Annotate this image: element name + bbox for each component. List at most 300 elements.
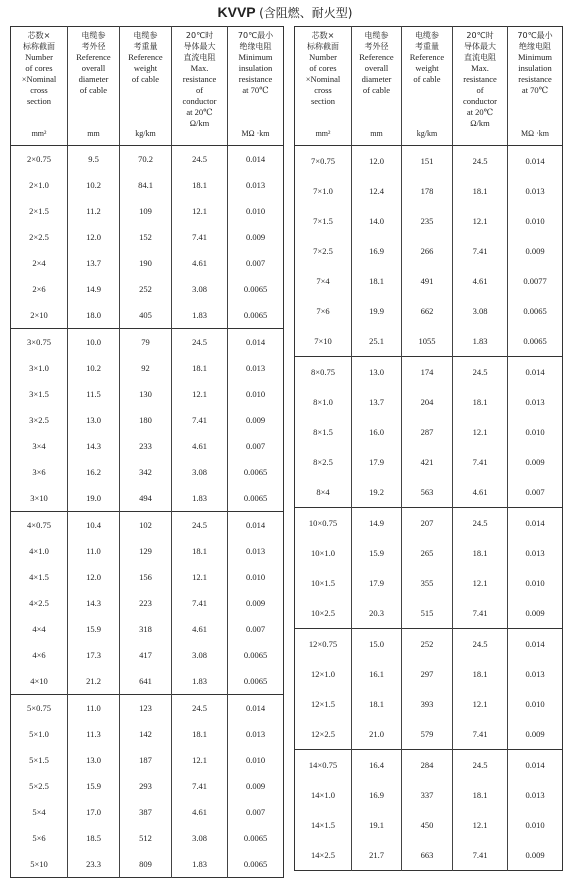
table-cell: 10×1.0 <box>311 548 335 558</box>
table-cell: 24.5 <box>453 508 508 539</box>
table-cell: 10.2 <box>68 355 120 381</box>
table-row <box>11 355 284 381</box>
table-cell: 641 <box>120 668 172 695</box>
column-header <box>453 27 508 130</box>
column-header-zh: 70℃最小 绝缘电阻 <box>237 31 274 51</box>
table-cell: 4×4 <box>32 624 46 634</box>
table-cell: 0.014 <box>508 629 563 660</box>
table-cell: 12.0 <box>68 224 120 250</box>
column-unit: mm² <box>295 129 352 146</box>
table-cell: 1055 <box>402 326 453 357</box>
table-cell: 14×2.5 <box>311 850 335 860</box>
table-row <box>11 512 284 539</box>
column-header-en: Reference overall diameter of cable <box>359 52 394 95</box>
title-model: KVVP <box>217 4 256 20</box>
table-cell: 3×6 <box>32 467 46 477</box>
column-header-zh: 电缆参 考外径 <box>81 31 106 51</box>
table-cell: 13.0 <box>68 747 120 773</box>
table-cell: 0.007 <box>228 250 284 276</box>
table-cell: 8×1.0 <box>313 397 333 407</box>
table-cell: 10.4 <box>68 512 120 539</box>
table-cell: 0.0065 <box>228 459 284 485</box>
table-cell: 417 <box>120 642 172 668</box>
table-row <box>295 750 563 781</box>
table-cell: 4×0.75 <box>27 520 51 530</box>
table-cell: 405 <box>120 302 172 329</box>
table-cell: 3.08 <box>172 642 228 668</box>
table-cell: 5×6 <box>32 833 46 843</box>
table-row <box>11 590 284 616</box>
table-row <box>11 668 284 695</box>
title-subtitle: (含阻燃、耐火型) <box>259 6 353 20</box>
table-cell: 18.1 <box>172 355 228 381</box>
table-cell: 7×0.75 <box>311 156 335 166</box>
column-header <box>120 27 172 130</box>
table-row <box>295 387 563 417</box>
column-header <box>352 27 402 130</box>
table-cell: 14×1.5 <box>311 820 335 830</box>
table-cell: 84.1 <box>120 172 172 198</box>
table-cell: 4.61 <box>172 616 228 642</box>
table-cell: 5×0.75 <box>27 703 51 713</box>
table-cell: 297 <box>402 659 453 689</box>
table-cell: 130 <box>120 381 172 407</box>
table-row <box>295 417 563 447</box>
table-row <box>295 146 563 177</box>
table-cell: 0.014 <box>508 357 563 388</box>
spec-table-right <box>294 26 563 871</box>
table-cell: 809 <box>120 851 172 878</box>
table-cell: 7.41 <box>453 840 508 871</box>
table-cell: 19.2 <box>352 477 402 508</box>
table-row <box>11 276 284 302</box>
table-row <box>295 477 563 508</box>
table-row <box>295 296 563 326</box>
table-cell: 11.5 <box>68 381 120 407</box>
column-header-en: Max. resistance of conductor at 20℃ Ω/km <box>182 63 217 128</box>
table-cell: 12.1 <box>172 381 228 407</box>
table-cell: 266 <box>402 236 453 266</box>
table-row <box>295 568 563 598</box>
table-cell: 18.1 <box>453 538 508 568</box>
table-cell: 0.007 <box>508 477 563 508</box>
table-cell: 156 <box>120 564 172 590</box>
column-header-zh: 20℃时 导体最大 直流电阻 <box>464 31 496 62</box>
column-header-zh: 电缆参 考外径 <box>364 31 389 51</box>
table-cell: 11.0 <box>68 695 120 722</box>
table-cell: 0.013 <box>508 538 563 568</box>
table-cell: 2×1.0 <box>29 180 49 190</box>
table-cell: 0.013 <box>508 176 563 206</box>
table-cell: 24.5 <box>172 329 228 356</box>
table-cell: 19.9 <box>352 296 402 326</box>
column-unit <box>172 129 228 146</box>
table-cell: 293 <box>120 773 172 799</box>
table-cell: 18.1 <box>172 721 228 747</box>
column-unit: MΩ ·km <box>508 129 563 146</box>
column-header-zh: 芯数× 标称截面 <box>307 31 339 51</box>
table-cell: 0.0065 <box>228 668 284 695</box>
table-row <box>11 721 284 747</box>
table-cell: 178 <box>402 176 453 206</box>
table-cell: 0.007 <box>228 799 284 825</box>
table-cell: 24.5 <box>172 695 228 722</box>
table-cell: 1.83 <box>172 851 228 878</box>
table-row <box>11 616 284 642</box>
row-group <box>11 329 284 512</box>
row-group <box>295 750 563 871</box>
table-cell: 0.009 <box>228 773 284 799</box>
table-cell: 16.9 <box>352 780 402 810</box>
column-header-zh: 70℃最小 绝缘电阻 <box>517 31 553 51</box>
table-cell: 2×1.5 <box>29 206 49 216</box>
table-cell: 0.010 <box>228 381 284 407</box>
table-cell: 12.1 <box>172 198 228 224</box>
table-cell: 0.014 <box>228 329 284 356</box>
table-cell: 5×10 <box>30 859 48 869</box>
table-cell: 13.7 <box>68 250 120 276</box>
table-cell: 109 <box>120 198 172 224</box>
table-cell: 5×4 <box>32 807 46 817</box>
table-cell: 12×2.5 <box>311 729 335 739</box>
table-cell: 14.9 <box>352 508 402 539</box>
table-cell: 12.1 <box>453 689 508 719</box>
row-group <box>295 357 563 508</box>
table-cell: 7.41 <box>453 236 508 266</box>
table-cell: 0.014 <box>228 512 284 539</box>
table-cell: 0.009 <box>228 590 284 616</box>
table-row <box>11 459 284 485</box>
table-cell: 25.1 <box>352 326 402 357</box>
table-cell: 393 <box>402 689 453 719</box>
table-cell: 3×4 <box>32 441 46 451</box>
table-cell: 142 <box>120 721 172 747</box>
table-cell: 12.1 <box>172 564 228 590</box>
table-row <box>11 825 284 851</box>
table-row <box>295 447 563 477</box>
table-cell: 2×6 <box>32 284 46 294</box>
table-cell: 19.0 <box>68 485 120 512</box>
table-cell: 3.08 <box>172 825 228 851</box>
row-group <box>295 146 563 357</box>
table-cell: 174 <box>402 357 453 388</box>
table-cell: 0.010 <box>508 417 563 447</box>
table-cell: 662 <box>402 296 453 326</box>
table-cell: 12.1 <box>453 810 508 840</box>
table-cell: 15.9 <box>68 773 120 799</box>
header-row <box>11 27 284 130</box>
table-row <box>295 810 563 840</box>
table-cell: 12.4 <box>352 176 402 206</box>
table-row <box>11 485 284 512</box>
table-cell: 4.61 <box>172 433 228 459</box>
table-cell: 1.83 <box>172 668 228 695</box>
table-row <box>11 407 284 433</box>
table-cell: 0.007 <box>228 433 284 459</box>
page-title <box>0 3 570 23</box>
table-cell: 190 <box>120 250 172 276</box>
table-cell: 318 <box>120 616 172 642</box>
table-cell: 10.2 <box>68 172 120 198</box>
table-cell: 0.013 <box>508 387 563 417</box>
table-row <box>11 851 284 878</box>
table-cell: 252 <box>402 629 453 660</box>
table-cell: 3×0.75 <box>27 337 51 347</box>
table-cell: 491 <box>402 266 453 296</box>
column-unit: kg/km <box>120 129 172 146</box>
table-cell: 92 <box>120 355 172 381</box>
column-header-en: Reference weight of cable <box>128 52 163 84</box>
table-cell: 15.9 <box>352 538 402 568</box>
table-cell: 4.61 <box>453 477 508 508</box>
table-cell: 15.0 <box>352 629 402 660</box>
table-cell: 4.61 <box>453 266 508 296</box>
table-row <box>11 250 284 276</box>
table-cell: 2×0.75 <box>27 154 51 164</box>
row-group <box>11 695 284 878</box>
table-cell: 11.0 <box>68 538 120 564</box>
table-cell: 7×10 <box>314 336 332 346</box>
table-cell: 14.9 <box>68 276 120 302</box>
table-cell: 14.3 <box>68 590 120 616</box>
table-cell: 3×2.5 <box>29 415 49 425</box>
table-cell: 4×10 <box>30 676 48 686</box>
table-cell: 0.010 <box>228 747 284 773</box>
table-cell: 0.0065 <box>228 851 284 878</box>
table-cell: 187 <box>120 747 172 773</box>
table-cell: 7×1.0 <box>313 186 333 196</box>
table-cell: 7.41 <box>172 224 228 250</box>
table-row <box>11 146 284 173</box>
table-cell: 8×2.5 <box>313 457 333 467</box>
table-cell: 342 <box>120 459 172 485</box>
table-cell: 20.3 <box>352 598 402 629</box>
table-cell: 233 <box>120 433 172 459</box>
table-cell: 16.0 <box>352 417 402 447</box>
table-cell: 123 <box>120 695 172 722</box>
table-cell: 0.013 <box>508 659 563 689</box>
table-cell: 7.41 <box>172 590 228 616</box>
table-row <box>11 172 284 198</box>
table-cell: 16.2 <box>68 459 120 485</box>
table-cell: 0.010 <box>508 568 563 598</box>
table-cell: 0.010 <box>508 206 563 236</box>
table-cell: 18.1 <box>352 266 402 296</box>
table-cell: 1.83 <box>453 326 508 357</box>
table-cell: 8×0.75 <box>311 367 335 377</box>
table-cell: 13.0 <box>68 407 120 433</box>
column-unit: mm² <box>11 129 68 146</box>
table-row <box>295 538 563 568</box>
table-cell: 0.007 <box>228 616 284 642</box>
column-unit: MΩ ·km <box>228 129 284 146</box>
table-cell: 8×4 <box>316 487 330 497</box>
table-cell: 12.1 <box>453 417 508 447</box>
table-cell: 0.0065 <box>228 302 284 329</box>
row-group <box>295 508 563 629</box>
table-cell: 5×1.5 <box>29 755 49 765</box>
table-cell: 102 <box>120 512 172 539</box>
table-cell: 0.0065 <box>508 326 563 357</box>
table-cell: 0.013 <box>228 172 284 198</box>
table-row <box>11 329 284 356</box>
table-cell: 0.0065 <box>508 296 563 326</box>
header-row <box>295 27 563 130</box>
table-cell: 0.014 <box>228 146 284 173</box>
table-cell: 7.41 <box>172 773 228 799</box>
table-cell: 17.9 <box>352 568 402 598</box>
table-cell: 2×2.5 <box>29 232 49 242</box>
table-cell: 12×1.5 <box>311 699 335 709</box>
table-cell: 14×0.75 <box>308 760 338 770</box>
table-cell: 7.41 <box>453 598 508 629</box>
table-cell: 515 <box>402 598 453 629</box>
row-group <box>295 629 563 750</box>
table-cell: 3.08 <box>453 296 508 326</box>
table-cell: 18.1 <box>453 659 508 689</box>
column-header-en: Minimum insulation resistance at 70℃ <box>517 52 552 95</box>
table-cell: 337 <box>402 780 453 810</box>
table-cell: 3.08 <box>172 459 228 485</box>
table-cell: 13.0 <box>352 357 402 388</box>
column-header-zh: 20℃时 导体最大 直流电阻 <box>183 31 216 62</box>
table-cell: 16.9 <box>352 236 402 266</box>
table-cell: 494 <box>120 485 172 512</box>
table-cell: 0.014 <box>228 695 284 722</box>
table-cell: 21.7 <box>352 840 402 871</box>
table-cell: 70.2 <box>120 146 172 173</box>
table-cell: 4×2.5 <box>29 598 49 608</box>
column-header-en: Reference weight of cable <box>409 52 445 84</box>
table-cell: 4×1.0 <box>29 546 49 556</box>
table-row <box>295 236 563 266</box>
table-cell: 18.1 <box>453 387 508 417</box>
table-cell: 17.9 <box>352 447 402 477</box>
table-cell: 12.1 <box>172 747 228 773</box>
table-cell: 4×6 <box>32 650 46 660</box>
table-cell: 0.009 <box>508 447 563 477</box>
column-header <box>508 27 563 130</box>
table-cell: 19.1 <box>352 810 402 840</box>
table-cell: 18.1 <box>352 689 402 719</box>
table-cell: 24.5 <box>172 512 228 539</box>
table-row <box>11 642 284 668</box>
table-cell: 5×2.5 <box>29 781 49 791</box>
column-header <box>11 27 68 130</box>
table-cell: 18.1 <box>453 780 508 810</box>
table-cell: 3.08 <box>172 276 228 302</box>
spec-table-left <box>10 26 284 878</box>
table-cell: 252 <box>120 276 172 302</box>
table-cell: 0.014 <box>508 750 563 781</box>
table-cell: 18.0 <box>68 302 120 329</box>
table-cell: 12×0.75 <box>308 639 338 649</box>
table-cell: 24.5 <box>453 629 508 660</box>
table-cell: 18.1 <box>172 538 228 564</box>
table-cell: 0.0077 <box>508 266 563 296</box>
table-cell: 3×1.5 <box>29 389 49 399</box>
table-cell: 235 <box>402 206 453 236</box>
table-cell: 207 <box>402 508 453 539</box>
column-header-en: Reference overall diameter of cable <box>76 52 111 95</box>
row-group <box>11 512 284 695</box>
table-cell: 204 <box>402 387 453 417</box>
table-cell: 11.2 <box>68 198 120 224</box>
table-cell: 7×2.5 <box>313 246 333 256</box>
table-cell: 0.0065 <box>228 642 284 668</box>
table-cell: 0.009 <box>228 224 284 250</box>
table-cell: 5×1.0 <box>29 729 49 739</box>
table-cell: 0.010 <box>508 689 563 719</box>
table-cell: 21.2 <box>68 668 120 695</box>
table-row <box>11 302 284 329</box>
table-cell: 7.41 <box>172 407 228 433</box>
table-cell: 18.1 <box>453 176 508 206</box>
table-cell: 10.0 <box>68 329 120 356</box>
table-row <box>295 598 563 629</box>
table-cell: 1.83 <box>172 302 228 329</box>
table-cell: 0.014 <box>508 146 563 177</box>
column-header-zh: 电缆参 考重量 <box>415 31 439 51</box>
table-cell: 421 <box>402 447 453 477</box>
table-cell: 2×10 <box>30 310 48 320</box>
table-cell: 10×1.5 <box>311 578 335 588</box>
column-unit: mm <box>68 129 120 146</box>
table-row <box>295 266 563 296</box>
table-cell: 13.7 <box>352 387 402 417</box>
table-cell: 0.009 <box>228 407 284 433</box>
table-cell: 24.5 <box>453 146 508 177</box>
table-cell: 7.41 <box>453 447 508 477</box>
table-cell: 2×4 <box>32 258 46 268</box>
table-row <box>295 176 563 206</box>
table-cell: 4.61 <box>172 799 228 825</box>
table-cell: 0.010 <box>508 810 563 840</box>
table-cell: 8×1.5 <box>313 427 333 437</box>
table-cell: 355 <box>402 568 453 598</box>
table-cell: 3×1.0 <box>29 363 49 373</box>
table-cell: 512 <box>120 825 172 851</box>
column-header-en: Number of cores ×Nominal cross section <box>305 52 341 106</box>
table-cell: 180 <box>120 407 172 433</box>
table-cell: 16.4 <box>352 750 402 781</box>
table-cell: 18.5 <box>68 825 120 851</box>
column-unit: mm <box>352 129 402 146</box>
table-cell: 9.5 <box>68 146 120 173</box>
column-header <box>172 27 228 130</box>
table-cell: 151 <box>402 146 453 177</box>
table-cell: 450 <box>402 810 453 840</box>
row-group <box>11 146 284 329</box>
table-row <box>295 326 563 357</box>
table-cell: 0.013 <box>508 780 563 810</box>
table-cell: 0.010 <box>228 198 284 224</box>
column-header <box>295 27 352 130</box>
table-row <box>11 799 284 825</box>
column-header-en: Minimum insulation resistance at 70℃ <box>238 52 273 95</box>
table-cell: 0.009 <box>508 840 563 871</box>
table-cell: 223 <box>120 590 172 616</box>
table-cell: 12.1 <box>453 568 508 598</box>
table-cell: 287 <box>402 417 453 447</box>
table-row <box>295 659 563 689</box>
table-cell: 387 <box>120 799 172 825</box>
table-cell: 10×2.5 <box>311 608 335 618</box>
table-cell: 24.5 <box>172 146 228 173</box>
table-cell: 0.009 <box>508 719 563 750</box>
table-row <box>11 695 284 722</box>
table-cell: 12.0 <box>352 146 402 177</box>
